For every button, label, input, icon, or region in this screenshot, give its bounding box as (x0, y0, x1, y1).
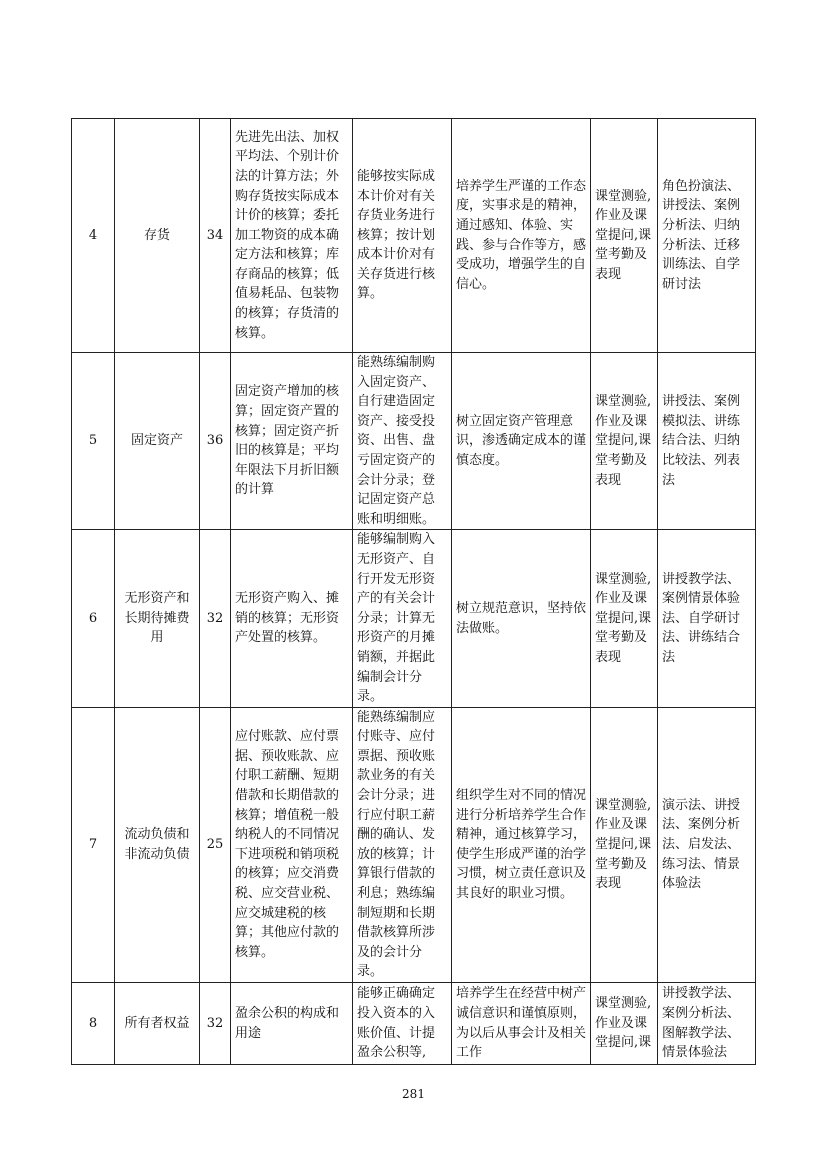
knowledge-content: 先进先出法、加权平均法、个别计价法的计算方法；外购存货按实际成本计价的核算；委托加工物资的成本确定方法和核算；库存商品的核算；低值易耗品、包装物的核算；存货清的核算。 (231, 119, 353, 353)
assessment-method: 课堂测验,作业及课堂提问,课堂考勤及表现 (591, 530, 658, 707)
topic-name: 所有者权益 (115, 983, 200, 1065)
page-number: 281 (402, 1087, 425, 1101)
row-number: 8 (72, 983, 115, 1065)
row-number: 6 (72, 530, 115, 707)
teaching-method: 演示法、讲授法、案例分析法、启发法、练习法、情景体验法 (658, 707, 756, 982)
topic-name: 存货 (115, 119, 200, 353)
course-table (71, 118, 756, 1065)
row-number: 4 (72, 119, 115, 353)
topic-name: 固定资产 (115, 353, 200, 530)
assessment-method: 课堂测验,作业及课堂提问,课堂考勤及表现 (591, 119, 658, 353)
table-row (72, 119, 756, 353)
quality-objective: 组织学生对不同的情况进行分析培养学生合作精神，通过核算学习，使学生形成严谨的治学习惯，树立责任意识及其良好的职业习惯。 (452, 707, 591, 982)
teaching-method: 讲授教学法、案例分析法、图解教学法、情景体验法 (658, 983, 756, 1065)
knowledge-content: 盈余公积的构成和用途 (231, 983, 353, 1065)
table-row (72, 983, 756, 1065)
class-hours: 36 (200, 353, 231, 530)
quality-objective: 培养学生在经营中树产诚信意识和谨慎原则，为以后从事会计及相关工作 (452, 983, 591, 1065)
table-row (72, 707, 756, 982)
quality-objective: 树立规范意识，坚持依法做账。 (452, 530, 591, 707)
class-hours: 32 (200, 983, 231, 1065)
row-number: 5 (72, 353, 115, 530)
class-hours: 25 (200, 707, 231, 982)
skill-objective: 能熟练编制应付账寺、应付票据、预收账款业务的有关会计分录；进行应付职工薪酬的确认、发放的核算；计算银行借款的利息；熟练编制短期和长期借款核算所涉及的会计分录。 (353, 707, 452, 982)
class-hours: 32 (200, 530, 231, 707)
skill-objective: 能够正确确定投入资本的入账价值、计提盈余公积等, (353, 983, 452, 1065)
knowledge-content: 固定资产增加的核算；固定资产置的核算；固定资产折旧的核算是；平均年限法下月折旧额的计算 (231, 353, 353, 530)
quality-objective: 树立固定资产管理意识，渗透确定成本的谨慎态度。 (452, 353, 591, 530)
class-hours: 34 (200, 119, 231, 353)
assessment-method: 课堂测验,作业及课堂提问,课 (591, 983, 658, 1065)
assessment-method: 课堂测验,作业及课堂提问,课堂考勤及表现 (591, 353, 658, 530)
knowledge-content: 无形资产购入、摊销的核算；无形资产处置的核算。 (231, 530, 353, 707)
topic-name: 无形资产和长期待摊费用 (115, 530, 200, 707)
table-row (72, 530, 756, 707)
teaching-method: 讲授教学法、案例情景体验法、自学研讨法、讲练结合法 (658, 530, 756, 707)
teaching-method: 角色扮演法、讲授法、案例分析法、归纳分析法、迁移训练法、自学研讨法 (658, 119, 756, 353)
row-number: 7 (72, 707, 115, 982)
skill-objective: 能够按实际成本计价对有关存货业务进行核算；按计划成本计价对有关存货进行核算。 (353, 119, 452, 353)
topic-name: 流动负债和非流动负债 (115, 707, 200, 982)
skill-objective: 能够编制购入无形资产、自行开发无形资产的有关会计分录；计算无形资产的月摊销额，并据此编制会计分录。 (353, 530, 452, 707)
knowledge-content: 应付账款、应付票据、预收账款、应付职工薪酬、短期借款和长期借款的核算；增值税一般纳税人的不同情况下进项税和销项税的核算；应交消费税、应交营业税、应交城建税的核算；其他应付款的核算。 (231, 707, 353, 982)
table-row (72, 353, 756, 530)
quality-objective: 培养学生严谨的工作态度，实事求是的精神，通过感知、体验、实践、参与合作等方，感受成功，增强学生的自信心。 (452, 119, 591, 353)
skill-objective: 能熟练编制购入固定资产、自行建造固定资产、接受投资、出售、盘亏固定资产的会计分录；登记固定资产总账和明细账。 (353, 353, 452, 530)
teaching-method: 讲授法、案例模拟法、讲练结合法、归纳比较法、列表法 (658, 353, 756, 530)
assessment-method: 课堂测验,作业及课堂提问,课堂考勤及表现 (591, 707, 658, 982)
